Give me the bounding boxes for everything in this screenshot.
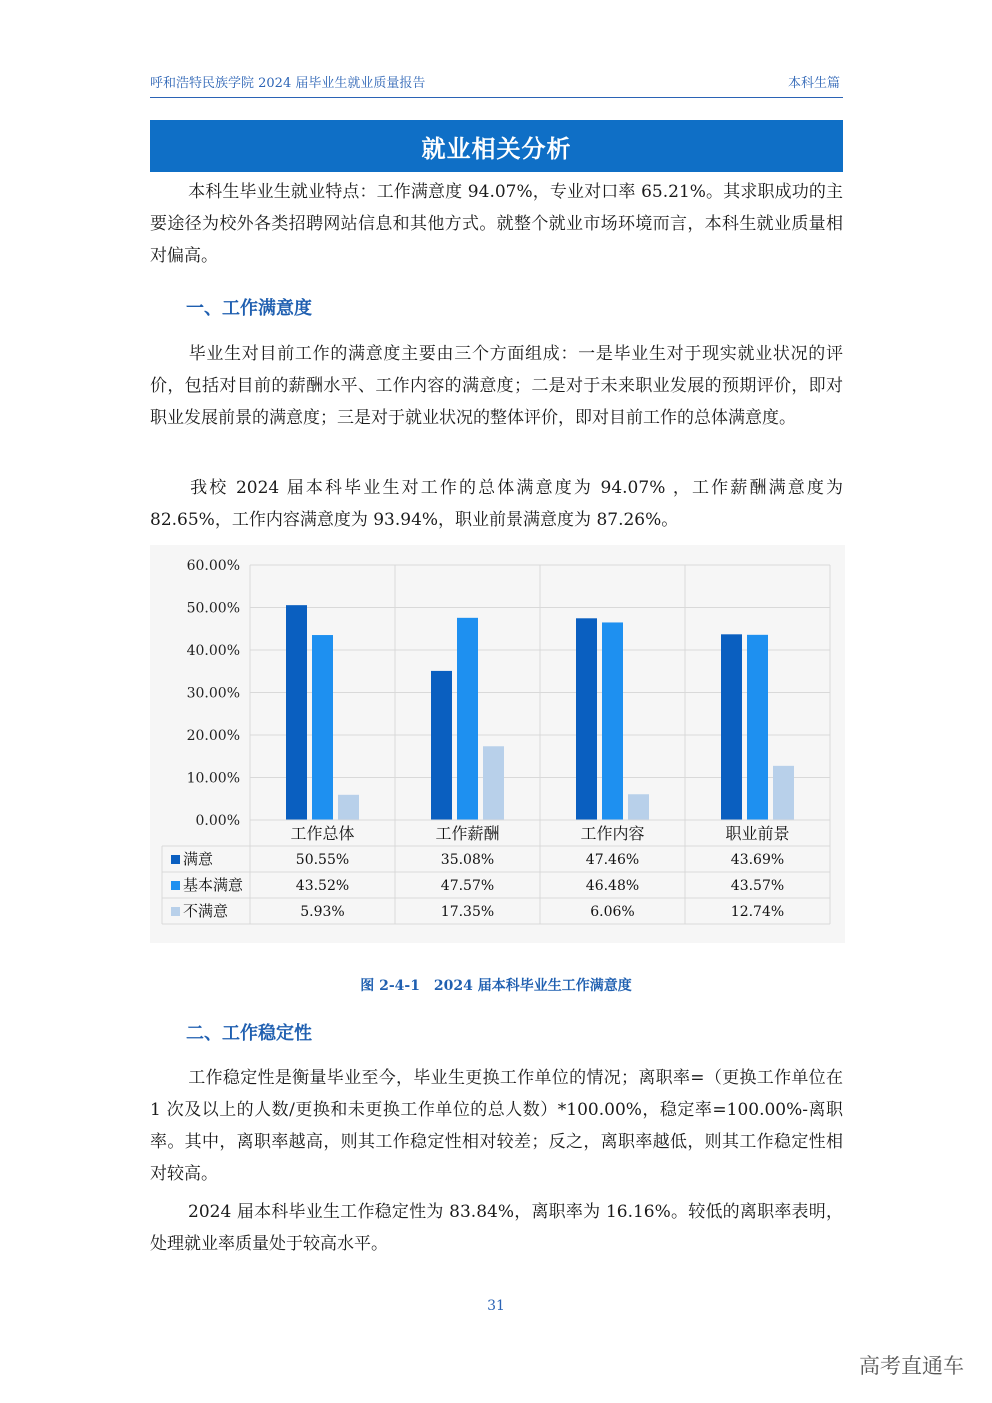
chart-svg (150, 545, 845, 943)
bar (628, 794, 649, 820)
data-table-value: 43.69% (730, 852, 785, 868)
bar (338, 795, 359, 820)
satisfaction-text-2: 我校 2024 届本科毕业生对工作的总体满意度为 94.07% ，工作薪酬满意度为 82.65%，工作内容满意度为 93.94%，职业前景满意度为 87.26%。 (150, 478, 843, 530)
y-tick-label: 20.00% (186, 728, 240, 744)
satisfaction-paragraph-2 (150, 472, 843, 536)
data-table-value: 35.08% (440, 852, 495, 868)
bar (576, 618, 597, 820)
data-table-value: 5.93% (300, 904, 345, 920)
bar (286, 605, 307, 820)
y-tick-label: 50.00% (186, 600, 240, 617)
figure-caption: 图 2-4-1 2024 届本科毕业生工作满意度 (360, 978, 632, 994)
bar (312, 635, 333, 820)
satisfaction-text-1: 毕业生对目前工作的满意度主要由三个方面组成：一是毕业生对于现实就业状况的评价，包括对目前的薪酬水平、工作内容的满意度；二是对于未来职业发展的预期评价，即对职业发展前景的满意度；三是对于就业状况的整体评价，即对目前工作的总体满意度。 (150, 344, 843, 428)
watermark-text: 高考直通车 (859, 1354, 964, 1378)
data-table-value: 43.52% (295, 878, 350, 894)
data-table-value: 46.48% (585, 878, 640, 894)
y-tick-label: 40.00% (186, 643, 240, 659)
legend-swatch (171, 881, 180, 890)
satisfaction-chart (150, 545, 845, 943)
bar (773, 766, 794, 820)
header-report-title: 呼和浩特民族学院 2024 届毕业生就业质量报告 (150, 76, 426, 91)
bar (747, 635, 768, 820)
y-tick-label: 10.00% (186, 770, 240, 787)
data-table-value: 12.74% (730, 904, 785, 920)
legend-label: 不满意 (183, 902, 229, 920)
intro-paragraph (150, 176, 843, 272)
data-table-value: 47.57% (440, 878, 495, 894)
stability-text-1: 工作稳定性是衡量毕业至今，毕业生更换工作单位的情况；离职率=（更换工作单位在 1 次及以上的人数/更换和未更换工作单位的总人数）*100.00%，稳定率=100.00%-离职率。其中，离职率越高，则其工作稳定性相对较差；反之，离职率越低，则其工作稳定性相对较高。 (150, 1068, 843, 1184)
stability-paragraph-1 (150, 1062, 843, 1190)
section-title: 就业相关分析 (421, 134, 572, 163)
bar (483, 746, 504, 820)
category-label: 工作总体 (290, 824, 355, 843)
data-table-value: 17.35% (440, 904, 495, 920)
bar (602, 622, 623, 820)
header-divider (150, 97, 843, 98)
bar (457, 618, 478, 820)
bar (721, 634, 742, 820)
stability-paragraph-2 (150, 1196, 843, 1260)
stability-text-2: 2024 届本科毕业生工作稳定性为 83.84%，离职率为 16.16%。较低的离职率表明，处理就业率质量处于较高水平。 (150, 1202, 843, 1254)
intro-text: 本科生毕业生就业特点：工作满意度 94.07%，专业对口率 65.21%。其求职成功的主要途径为校外各类招聘网站信息和其他方式。就整个就业市场环境而言，本科生就业质量相对偏高。 (150, 182, 843, 266)
category-label: 职业前景 (725, 824, 790, 843)
y-tick-label: 60.00% (186, 558, 240, 574)
y-tick-label: 30.00% (186, 685, 240, 702)
category-label: 工作内容 (580, 824, 645, 843)
legend-label: 基本满意 (183, 876, 244, 894)
section-title-banner (150, 120, 843, 172)
satisfaction-paragraph-1 (150, 338, 843, 434)
category-label: 工作薪酬 (435, 824, 500, 843)
data-table-value: 50.55% (295, 852, 350, 868)
page-number: 31 (487, 1298, 505, 1314)
heading-job-stability: 二、工作稳定性 (186, 1023, 312, 1044)
heading-job-satisfaction: 一、工作满意度 (186, 298, 312, 319)
data-table-value: 6.06% (590, 904, 635, 920)
header-section-name: 本科生篇 (787, 76, 840, 91)
data-table-value: 47.46% (585, 852, 640, 868)
bar (431, 671, 452, 820)
legend-swatch (171, 907, 180, 916)
legend-swatch (171, 855, 180, 864)
data-table-value: 43.57% (730, 878, 785, 894)
y-tick-label: 0.00% (195, 813, 240, 829)
legend-label: 满意 (183, 850, 214, 868)
